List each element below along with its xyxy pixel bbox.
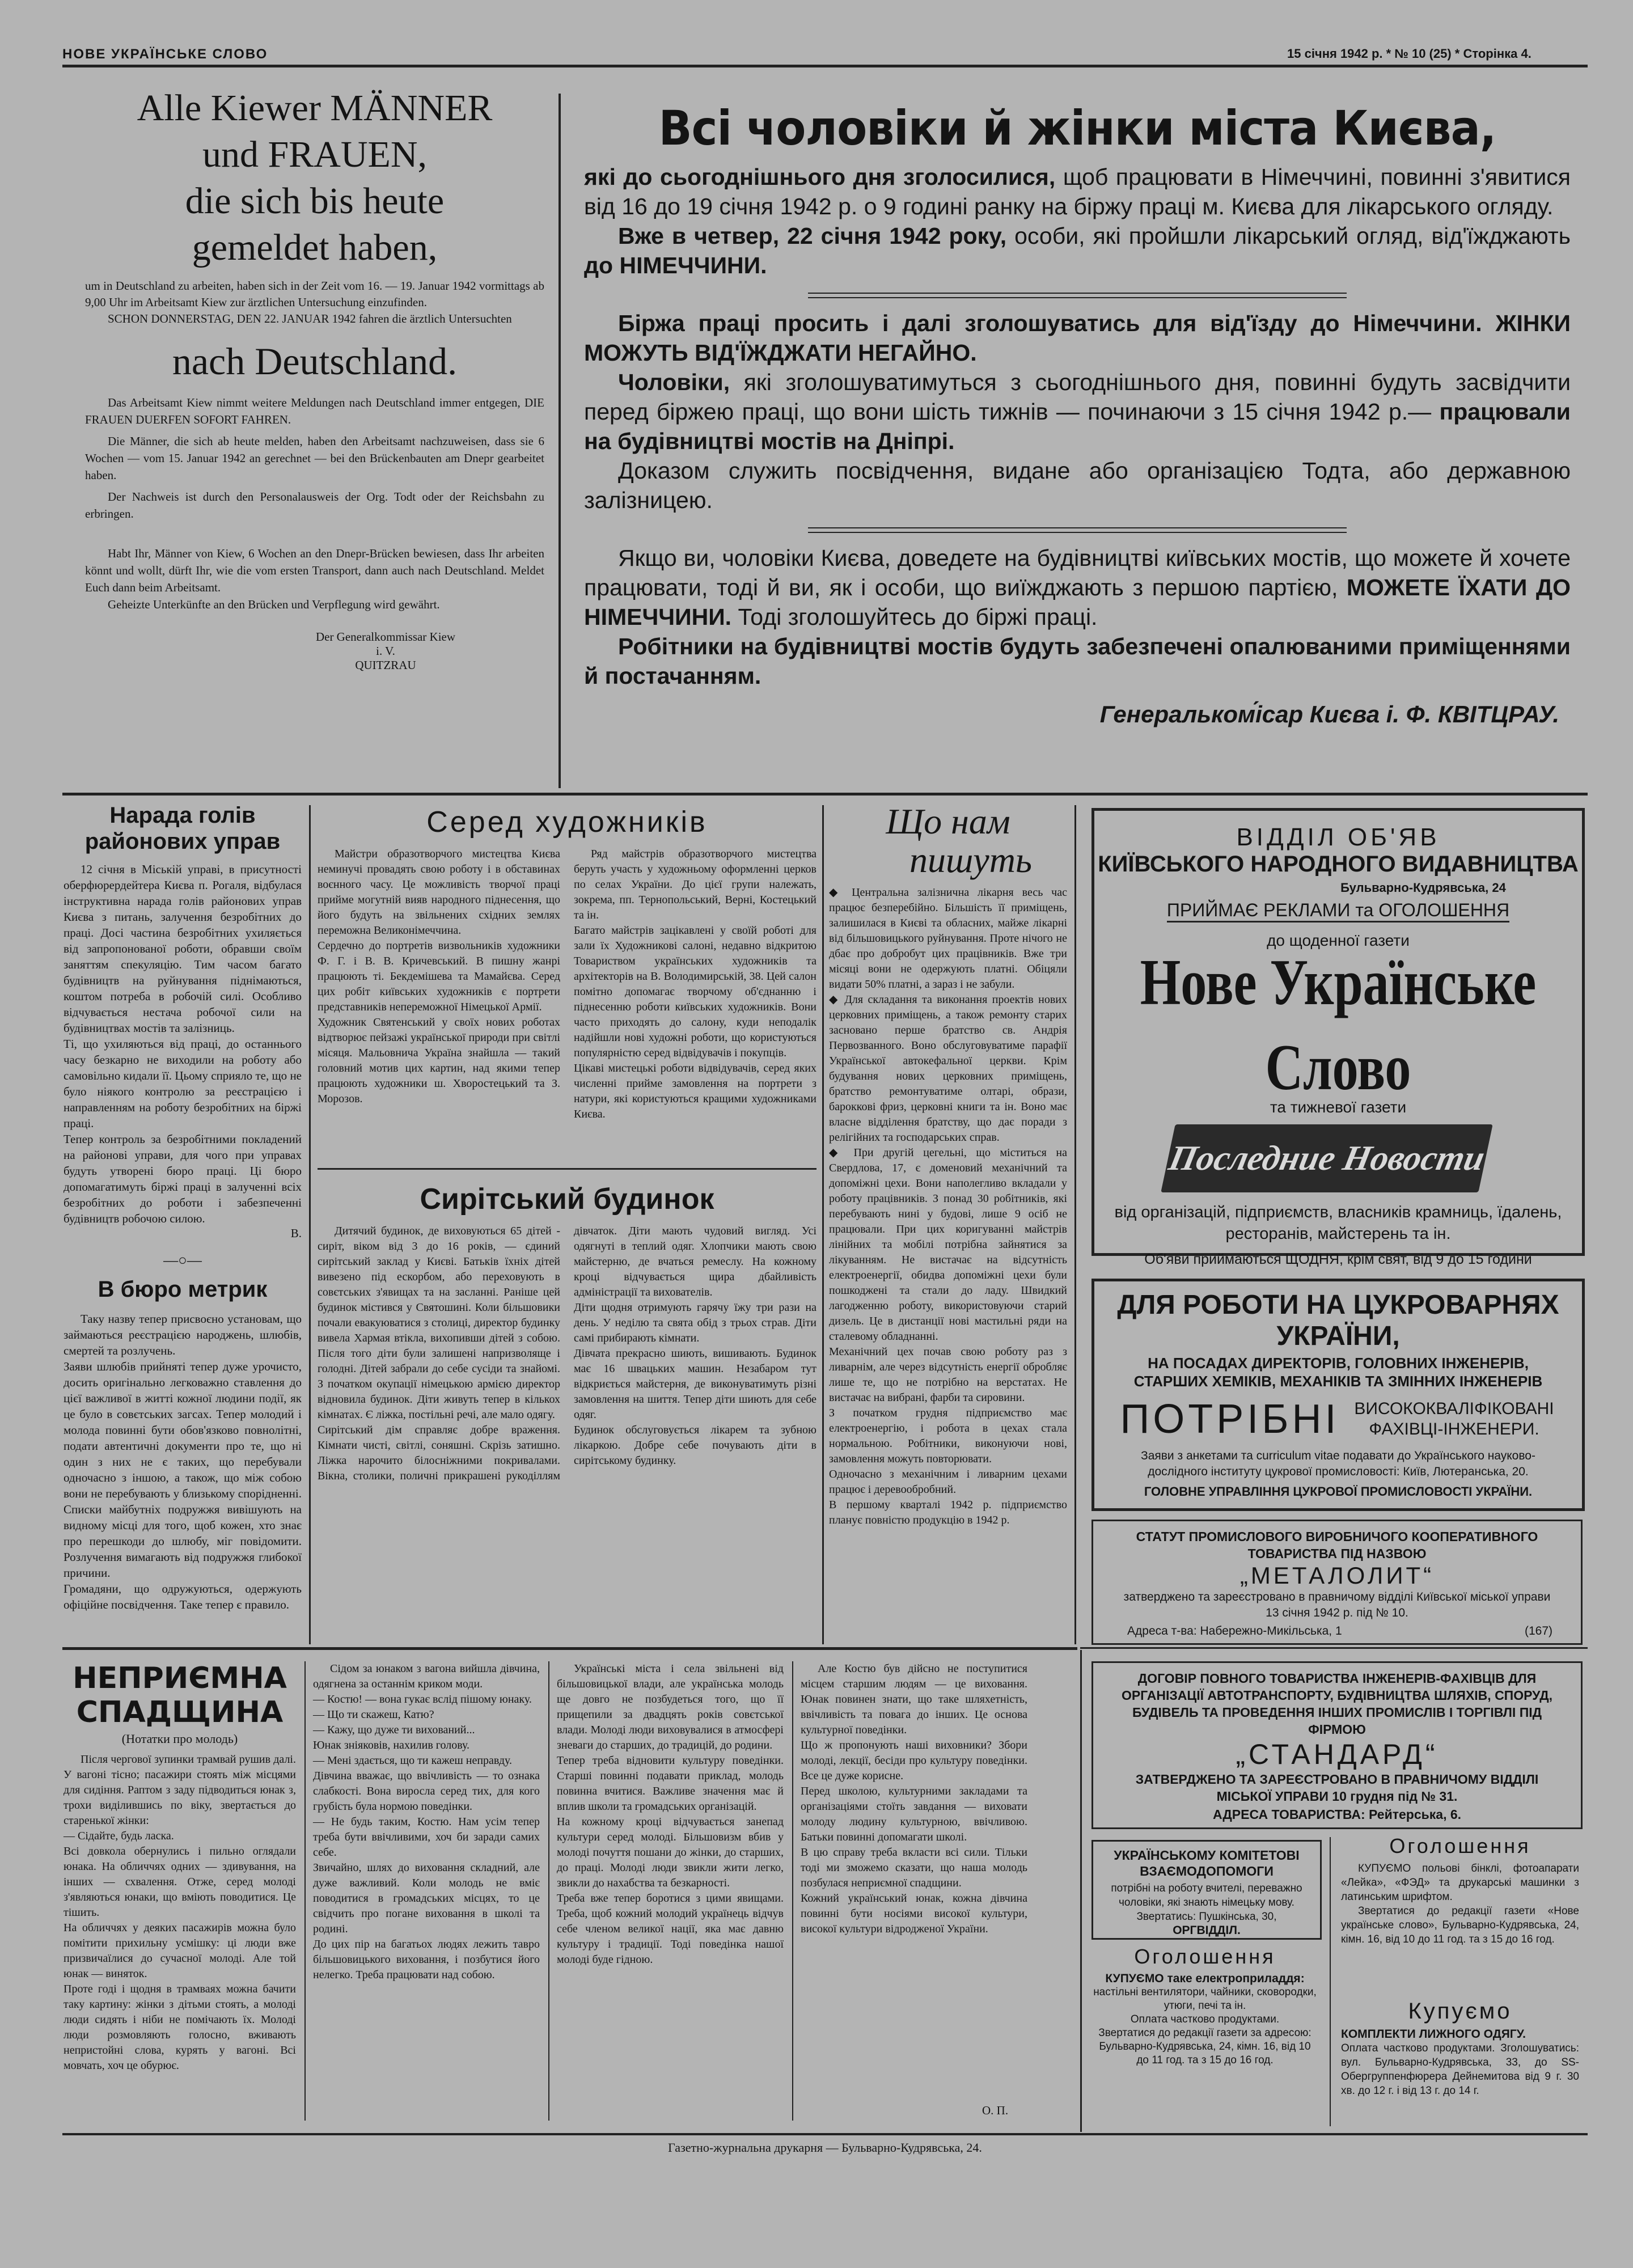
ukrainian-notice [584,96,1571,729]
khudozhnyky-body-2: Ряд майстрів образотворчого мистецтва беруть участь у художньому оформленні церков по селах України. До цієї групи належать, зокрема, пп. Тернопольський, Верні, Костецький та ін. Багато майстрів зацікавлені у своїй роботі для зали їх Художникові салоні, недавно відкритою Товариством українських художників та архітекторів на В. Володимирській, 38. Цей салон помітно допомагає творчому об'єднанню і піднесенню роботи київських художників. Вони часто приходять до салону, куди неподалік надійшли нові художні роботи, що користуються популярністю серед відвідувачів і покупців. Цікаві мистецькі роботи відвідувачів, серед яких численні прийме замовлення на портрети з натури, які користуються кращими художниками Києва. [574,848,816,1120]
ad-kupuyemo [1341,1999,1579,2098]
ukr-rule-1 [808,293,1347,298]
dateline: 15 січня 1942 р. * № 10 (25) * Сторінка 4. [1287,46,1532,61]
article-narada [64,802,302,1613]
ukr-para-6-b: МОЖЕТЕ ЇХАТИ ДО НІМЕЧЧИНИ. [584,574,1571,630]
tsukor-line-3: Заяви з анкетами та curriculum vitae подавати до Українського науково-дослідного інституту цукрової промисловості: Київ, Лютеранська, 20. [1141,1449,1535,1478]
neprijemna-divider-3 [792,1661,793,2121]
ukr-para-4-bold: Чоловіки, [618,369,730,395]
kupuyemo-line-1: КОМПЛЕКТИ ЛИЖНОГО ОДЯГУ. [1341,2028,1526,2041]
ukr-para-5: Доказом служить посвідчення, видане або організацією Тодта, або державною залізницею. [584,458,1571,513]
khudozhnyky-body: Майстри образотворчого мистецтва Києва неминучі провадять свою роботу і в обставинах воєнного часу. Це можливість творчої праці прийме могутній вияв народного піднесення, що його будуть на звільнених східних землях переможна Великонімеччина. Сердечно до портретів визвольників художники Ф. Г. і В. В. Кричевський. В пишну жанрі працюють ті. Бекдемішева та Мамайєва. Серед цих робіт київських художників є портрети представників непереможної Німецької Армії. Художник Святенський у своїх нових роботах відтворює пейзажі української природи при світлі місяця. Мальовнича Україна знайшла — такий головний мотив цих картин, над якими тепер працюють художники ш. Хворостецький та З. Морозов. [318,848,560,1105]
viddil-line-3: Бульварно-Кудрявська, 24 [1340,881,1506,895]
komitet-line-1: УКРАЇНСЬКОМУ КОМІТЕТОВІ ВЗАЄМОДОПОМОГИ [1114,1848,1300,1878]
syritsky-body: Дитячий будинок, де виховуються 65 дітей - сиріт, віком від 3 до 16 років, — єдиний сирітський заклад у Києві. Батьків їхніх дітей вивезено під ескорбом, або переховують в совєтських з'явищах та на засланні. Раніше цей будинок містився у Святошині. Коли більшовики почали евакуюватися з столиці, директор будинку вивела Хармая втікла, вихопивши дітей з собою. Після того діти були залишені напризволяще і голодні. Дітей забрали до себе сусіди та знайомі. З початком окупації німецькою армією директор відновила будинок. Діти живуть тепер в кількох кімнатах. Є ліжка, постільні речі, але мало одягу. Сирітський дім справляє добре враження. Кімнати чисті, світлі, соняшні. Скрізь затишно. Ліжка нарочито білосніжними покривалами. Вікна, столики, поличні прикрашені рукоділлям дівчаток. Діти мають чудовий вигляд. Усі одягнуті в теплий одяг. Хлопчики мають свою майстерню, де вчаться ремеслу. На кожному кроці відчувається щира дбайливість адміністрації та вихователів. Діти щодня отримують гарячу їжу три рази на день. У неділю та свята обід з трьох страв. Діти самі прибирають кімнати. Дівчата прекрасно шиють, вишивають. Будинок має 16 швацьких машин. Незабаром тут відкриється майстерня, де виконуватимуть різні замовлення на шиття. Тепер діти шиють для себе одяг. Будинок обслуговується лікарем та зубною лікаркою. Добре себе почувають діти в сирітському будинку. [318,1225,816,1482]
khudozhnyky-rule [318,1168,816,1170]
german-para-2: SCHON DONNERSTAG, DEN 22. JANUAR 1942 fahren die ärztlich Untersuchten [108,312,512,325]
metryk-title: В бюро метрик [98,1277,268,1302]
footer-rule [62,2133,1588,2135]
viddil-line-1: ВІДДІЛ ОБ'ЯВ [1236,823,1440,851]
viddil-line-6: та тижневої газети [1270,1098,1407,1116]
ukr-para-2-end: до НІМЕЧЧИНИ. [584,252,767,278]
top-section-rule [62,793,1588,796]
ogol1-line-4: Звертатися до редакції газети за адресою: Бульварно-Кудрявська, 24, кімн. 16, від 10 до 11 год. та з 15 до 16 год. [1098,2027,1312,2066]
ukr-signature: Генеральком́ісар Києва і. Ф. КВІТЦРАУ. [1099,701,1559,727]
tsukor-big: ПОТРІБНІ [1120,1397,1340,1442]
metalolit-num: (167) [1524,1624,1552,1637]
neprijemna-body-3: Українські міста і села звільнені від більшовицької влади, але українська молодь ще довго не позбудеться того, що її прищепили за двадцять років совєтської влади. Молоді люди виховувалися в атмосфері зневаги до старших, до традицій, до родини. Тепер треба відновити культуру поведінки. Старші повинні подавати приклад, молодь повинна вчитися. Важливе значення має й вплив школи та громадських організацій. На кожному кроці відчувається занепад культури серед молоді. Більшовизм вбив у молоді почуття пошани до жінки, до старших, до праці. Молоді люди звикли жити легко, звикли до нахабства та безкарності. Треба вже тепер боротися з цими явищами. Треба, щоб кожний молодий українець відчув себе членом великої нації, яка має давню культуру і традиції. Тоді поведінка нашої молоді буде гідною. [557,1662,784,1966]
metalolit-line-2: затверджено та зареєстровано в правничому відділі Київської міської управи 13 січня 1942 р. під № 10. [1123,1590,1551,1619]
german-headline-3: die sich bis heute [185,180,445,222]
shcho-nam-body: ◆ Центральна залізнична лікарня весь час працює безперебійно. Більшість її приміщень, залишилася в Києві та обласних, майже лікарні від більшовицького руйнування. Проте нічого не дбає про добробут цих працівників. Вже три місяці вони не одержують платні. Обіцяли видати 50% платні, а зараз і не забули. ◆ Для складання та виконання проектів нових церковних приміщень, а також ремонту старих засновано першe братство св. Андрія Первозванного. Воно обслуговуватиме парафії Української автокефальної церкви. Крім будування нових церковних приміщень, братство ремонтуватиме олтарі, образи, бароккові фриз, церковні книги та ін. Воно має власне відділення братству, що дає поради з релігійних та господарських справ. ◆ При другій цегельні, що міститься на Свердлова, 17, є доменовий механічний та допоміжні цехи. Вони наполегливо вкладали у роботу працівників. З понад 30 робітників, які перебувають нині у будові, лише 9 осіб не працювали. При цих коригуванні майстрів лінійних та мобілі потрібна зайнятися за лікуванням. Не вистачає на відсутність електроенергії, обидва допоміжні цехи були пошкоджені та стали до ладу. Швидкий лагодженню роботу, використовуючи старий дизель. Це в дистанції нові мастильні ряди на сталевому обладнанні. Механічний цех почав свою роботу раз з ливарнім, але через відсутність енергії обробляє лише те, що не потрібно на верстатах. Не вистачає на вибрані, фарби та сировини. З початком грудня підприємство має електроенергію, і робота в цехах стала нормальною. Робітники, виконуючи нові, замовлення можуть повторювати. Одночасно з механічним і ливарним цехами працює і деревообробний. В першому кварталі 1942 р. підприємство планує повністю продукцію в 1942 р. [829,886,1067,1526]
german-sign-2: i. V. [376,644,395,658]
ukr-para-1-bold: які до сьогоднішнього дня зголосилися, [584,164,1056,190]
german-para-7: Geheizte Unterkünfte an den Brücken und Verpflegung wird gewährt. [108,598,440,611]
viddil-line-7: від організацій, підприємств, власників крамниць, їдалень, ресторанів, майстерень та ін. [1114,1203,1562,1243]
header-rule [62,65,1588,67]
kupuyemo-line-2: Оплата частково продуктами. Зголошуватись: вул. Бульварно-Кудрявська, 33, до SS-Обергруппенфюрера Дейнемитова від 9 г. 30 хв. до 12 г. і від 13 г. до 14 г. [1341,2042,1579,2097]
ogol1-line-1: КУПУЄМО таке електроприладдя: [1105,1972,1305,1985]
viddil-paper: Нове Українське Слово [1140,946,1537,1103]
german-headline-2: und FRAUEN, [202,134,428,175]
german-para-5: Der Nachweis ist durch den Personalausweis der Org. Todt oder der Reichsbahn zu erbringen. [85,490,544,521]
ogol2-title: Оголошення [1389,1834,1531,1857]
german-sign-3: QUITZRAU [355,658,416,672]
ukr-para-7: Робітники на будівництві мостів будуть забезпечені опалюваними приміщеннями й постачанням. [584,633,1571,689]
viddil-line-8: Об'яви приймаються ЩОДНЯ, крім свят, від 9 до 15 години [1144,1251,1532,1267]
ad-viddil [1092,808,1585,1267]
syritsky-title: Сирітський будинок [420,1183,714,1216]
neprijemna-subtitle: (Нотатки про молодь) [121,1732,238,1746]
german-para-1: um in Deutschland zu arbeiten, haben sich in der Zeit vom 16. — 19. Januar 1942 vormittags ab 9,00 Uhr im Arbeitsamt Kiew zur ärztlichen Untersuchung einzufinden. [85,279,544,309]
article-shcho-nam [829,802,1067,1528]
metalolit-row [1093,1621,1581,1638]
neprijemna-divider-2 [548,1661,549,2121]
standard-line-1: ДОГОВІР ПОВНОГО ТОВАРИСТВА ІНЖЕНЕРІВ-ФАХІВЦІВ ДЛЯ ОРГАНІЗАЦІЇ АВТОТРАНСПОРТУ, БУДІВНИЦТВА ШЛЯХІВ, СПОРУД, БУДІВЕЛЬ ТА ПРОВЕДЕННЯ ІНШИХ ПРОМИСЛІВ І ТОРГІВЛІ ПІД ФІРМОЮ [1121,1671,1553,1737]
ogol1-line-2: настільні вентилятори, чайники, сковородки, утюги, печі та ін. [1093,1986,1317,2012]
article-syritsky [318,1179,816,1484]
ukr-para-6-c: Тоді зголошуйтесь до біржі праці. [731,604,1098,630]
german-para-4: Die Männer, die sich ab heute melden, haben den Arbeitsamt nachzuweisen, dass sie 6 Wochen — vom 15. Januar 1942 an gerechnet — bei den Brückenbauten am Dnepr gearbeitet haben. [85,434,544,482]
neprijemna-divider-1 [304,1661,306,2121]
masthead: НОВЕ УКРАЇНСЬКЕ СЛОВО [62,46,268,62]
ogol2-line-2: Звертатися до редакції газети «Нове українське слово», Бульварно-Кудрявська, 24, кімн. 16, від 10 до 11 год. та з 15 до 16 год. [1341,1905,1579,1945]
ogol1-title: Оголошення [1134,1945,1276,1968]
col-divider-2 [822,805,824,1644]
tsukor-line-2: НА ПОСАДАХ ДИРЕКТОРІВ, ГОЛОВНИХ ІНЖЕНЕРІВ, СТАРШИХ ХЕМІКІВ, МЕХАНІКІВ ТА ЗМІННИХ ІНЖЕНЕРІВ [1133,1355,1543,1390]
komitet-line-3: ОРГВІДДІЛ. [1173,1924,1241,1937]
ukr-para-3: Біржа праці просить і далі зголошуватись для від'їзду до Німеччини. ЖІНКИ МОЖУТЬ ВІД'ЇЖДЖАТИ НЕГАЙНО. [584,310,1571,366]
ukr-para-1-rest: щоб працювати в Німеччині, повинні з'явитися від 16 до 19 січня 1942 р. о 9 годині ранку на біржу праці м. Києва для лікарського огляду. [584,164,1571,219]
tsukor-line-1: ДЛЯ РОБОТИ НА ЦУКРОВАРНЯХ УКРАЇНИ, [1117,1290,1559,1351]
tsukor-side: ВИСОКОКВАЛІФІКОВАНІ ФАХІВЦІ-ІНЖЕНЕРИ. [1354,1399,1554,1438]
footer-imprint: Газетно-журнальна друкарня — Бульварно-Кудрявська, 24. [668,2140,982,2155]
ogol2-line-1: КУПУЄМО польові бінклі, фотоапарати «Лейка», «ФЭД» та друкарські машинки з латинським шрифтом. [1341,1863,1579,1903]
standard-name: „СТАНДАРД“ [1236,1738,1439,1770]
standard-line-2: ЗАТВЕРДЖЕНО ТА ЗАРЕЄСТРОВАНО В ПРАВНИЧОМУ ВІДДІЛІ МІСЬКОЇ УПРАВИ 10 грудня під № 31. [1135,1772,1539,1804]
german-headline-4: gemeldet haben, [192,227,438,268]
neprijemna-sign: О. П. [982,2104,1009,2117]
ukr-para-2 [584,221,1571,280]
ogol1-line-3: Оплата частково продуктами. [1130,2013,1280,2025]
german-para-6: Habt Ihr, Männer von Kiew, 6 Wochen an den Dnepr-Brücken bewiesen, dass Ihr arbeiten könnt und wollt, dürft Ihr, wie die vom ersten Transport, dann auch nach Deutschland. Meldet Euch dann beim Arbeitsamt. [85,547,544,594]
neprijemna-col-1 [64,1661,296,2074]
german-sign-1: Der Generalkommissar Kiew [315,630,456,644]
narada-body: 12 січня в Міській управі, в присутності оберфюрердейтера Києва п. Рогаля, відбулася інструктивна нарада голів районових управ Києва з питань, залучення безробітних до праці. Досі частина безробітних ухиляється від запропонованої роботи, обравши своїм заняттям спекуляцію. Тим часом багато будівництв на руйнування піднімаються, коштом потреба в робочій силі. Особливо відчувається нестача робочої сили на будівництвах мостів та залізниць. Ті, що ухиляються від праці, до останнього часу безкарно не виходили на роботу або самовільно кидали її. Цьому сприяло те, що не було ніякого контролю за реєстрацією і направленням на роботу безробітних на біржі праці. Тепер контроль за безробітними покладений на районові управи, для чого при управах будуть утворені бюро праці. Ці бюро допомагатимуть біржі праці в залученні всіх безробітних до роботи і забезпеченні будівництв робочою силою. [64,862,302,1225]
ukr-para-1 [584,162,1571,221]
kupuyemo-title: Купуємо [1408,1999,1512,2024]
narada-title: Нарада голів районових управ [84,803,281,854]
khudozhnyky-columns [318,847,816,1122]
ad-komitet [1092,1840,1322,1940]
ukr-para-6 [584,543,1571,632]
ukr-para-4 [584,367,1571,456]
metalolit-name: „МЕТАЛОЛИТ“ [1239,1562,1435,1589]
ukrainian-headline: Всі чоловіки й жінки міста Києва, [658,100,1496,156]
ads-divider [1330,1837,1331,2126]
neprijemna-body-2: Сідом за юнаком з вагона вийшла дівчина, одягнена за останнім криком моди. — Костю! — вона гукає вслід пішому юнаку. — Що ти скажеш, Катю? — Кажу, що дуже ти вихований... Юнак зніяковів, нахилив голову. — Мені здається, що ти кажеш неправду. Дівчина вважає, що ввічливість — то ознака слабкості. Вона виросла серед тих, для кого грубість була нормою поведінки. — Не будь таким, Костю. Нам усім тепер треба бути ввічливими, хоч би заради самих себе. Звичайно, шлях до виховання складний, але дуже важливий. Коли молодь не вміє поводитися в громадських місцях, то це свідчить про погане виховання в школі та родині. До цих пір на багатьох людях лежить тавро більшовицького виховання, і позбутися його нелегко. Треба працювати над собою. [313,1662,540,1981]
german-big-line: nach Deutschland. [172,340,458,383]
neprijemna-title-2: СПАДЩИНА [76,1695,284,1729]
ad-ogol-1 [1092,1945,1318,2067]
article-khudozhnyky [318,802,816,1122]
ukr-rule-2 [808,527,1347,533]
viddil-line-4: ПРИЙМАЄ РЕКЛАМИ та ОГОЛОШЕННЯ [1167,900,1509,923]
german-para-3: Das Arbeitsamt Kiew nimmt weitere Meldungen nach Deutschland immer entgegen, DIE FRAUEN DUERFEN SOFORT FAHREN. [85,396,544,426]
ad-section-rule [1080,1647,1588,1649]
shcho-nam-title-1: Що нам [886,801,1010,841]
german-notice [85,85,544,672]
neprijemna-body-1: Після чергової зупинки трамвай рушив далі. У вагоні тісно; пасажири стоять між місцями для сидіння. Раптом з заду підводиться юнак з, трохи виділившись по віку, звертається до старенької жінки: — Сідайте, будь ласка. Всі довкола обернулись і пильно оглядали юнака. На обличчях одних — здивування, на інших — схвалення. Отже, серед молоді з'являються юнаки, що вміють поводитися. Це тішить. На обличчях у деяких пасажирів можна було помітити прихильну усмішку: ці люди вже призвичаїлися до сучасної молоді. Але той юнак — виняток. Проте годі і щодня в трамваях можна бачити таку картину: жінки з дітьми стоять, а молоді люди сидять і ніби не помічають їх. Молоді люди розмовляють голосно, вживають непристойні слова, курять у вагоні. Всі мовчать, хоч це обурює. [64,1753,296,2072]
ukr-para-2-bold: Вже в четвер, 22 січня 1942 року, [618,223,1007,249]
ad-ogol-2 [1341,1834,1579,1947]
viddil-line-2: КИЇВСЬКОГО НАРОДНОГО ВИДАВНИЦТВА [1098,852,1579,877]
viddil-line-5: до щоденної газети [1267,932,1410,949]
viddil-weekly-logo [1161,1124,1493,1192]
tsukor-line-4: ГОЛОВНЕ УПРАВЛІННЯ ЦУКРОВОЇ ПРОМИСЛОВОСТІ УКРАЇНИ. [1144,1484,1533,1499]
ukr-para-4-mid: які зголошуватимуться з сьогоднішнього дня, повинні будуть засвідчити перед біржею праці, що вони шість тижнів — починаючи з 15 січня 1942 р.— [584,369,1571,425]
ad-tsukor [1092,1279,1585,1511]
narada-initial: В. [290,1226,302,1240]
ukr-para-4-end: працювали на будівництві мостів на Дніпрі. [584,399,1571,454]
ukr-para-2-mid: особи, які пройшли лікарський огляд, від'їжджають [1006,223,1571,249]
ad-standard [1092,1661,1583,1829]
bottom-col-divider [1080,1650,1082,2132]
article-neprijemna [64,1661,1078,2126]
german-headline-1: Alle Kiewer MÄNNER [137,87,493,129]
viddil-weekly: Последние Новости [1165,1139,1488,1178]
tsukor-row [1094,1396,1582,1442]
notice-divider [559,94,561,788]
col-divider-3 [1074,805,1076,1644]
ad-metalolit [1092,1520,1583,1645]
komitet-line-2: потрібні на роботу вчителі, переважно чоловіки, які знають німецьку мову. Звертатись: Пушкінська, 30, [1111,1882,1302,1923]
metalolit-line-1: СТАТУТ ПРОМИСЛОВОГО ВИРОБНИЧОГО КООПЕРАТИВНОГО ТОВАРИСТВА ПІД НАЗВОЮ [1136,1529,1538,1561]
standard-line-3: АДРЕСА ТОВАРИСТВА: Рейтерська, 6. [1212,1807,1462,1822]
metalolit-line-3: Адреса т-ва: Набережно-Микільська, 1 [1127,1624,1342,1637]
bottom-section-rule [62,1647,1077,1650]
khudozhnyky-title: Серед художників [426,806,708,839]
ukr-para-6-a: Якщо ви, чоловіки Києва, доведете на будівництві київських мостів, що можете й хочете працювати, тоді й ви, як і особи, що виїжджають з першою партією, [584,545,1571,600]
metryk-body: Таку назву тепер присвоєно установам, що займаються реєстрацією народжень, шлюбів, смертей та розлучень. Заяви шлюбів прийняті тепер дуже урочисто, досить оригінально легковажно ставлення до цієї важливої в житті кожної людини події, як це було в совєтських загсах. Тепер молодий і молода повинні бути обов'язково повнолітні, подати автентичні документи про те, що ні один з них не є таких, що перебували одночасно з іншою, а також, що між собою вони не перебувають у близькому спорідненні. Списки майбутніх подружжя вивішують на видному місці для того, щоб кожен, хто знає про перешкоди до шлюбу, міг повідомити. Розлучення вимагають від подружжя глибокої причини. Громадяни, що одружуються, одержують офіційне посвідчення. Таке тепер є правило. [64,1312,302,1611]
col-divider-1 [309,805,311,1644]
narada-ornament: —○— [163,1252,202,1268]
neprijemna-body-4: Але Костю був дійсно не поступитися місцем старшим людям — це виховання. Юнак повинен знати, що таке шляхетність, ввічливість та повага до інших. Це основа культурної поведінки. Що ж пропонують наші виховники? Збори молоді, лекції, бесіди про культуру поведінки. Все це дуже корисне. Перед школою, культурними закладами та організаціями стоїть завдання — виховати молоду людину культурною, ввічливою. Батьки повинні допомагати школі. В цю справу треба вкласти всі сили. Тільки тоді ми зможемо сказати, що наша молодь позбулася неприємної спадщини. Кожний український юнак, кожна дівчина повинні бути носіями високої культури, високої культури відродженої України. [801,1662,1027,1935]
neprijemna-title-1: НЕПРИЄМНА [73,1661,287,1695]
shcho-nam-title-2: пишуть [909,840,1033,880]
